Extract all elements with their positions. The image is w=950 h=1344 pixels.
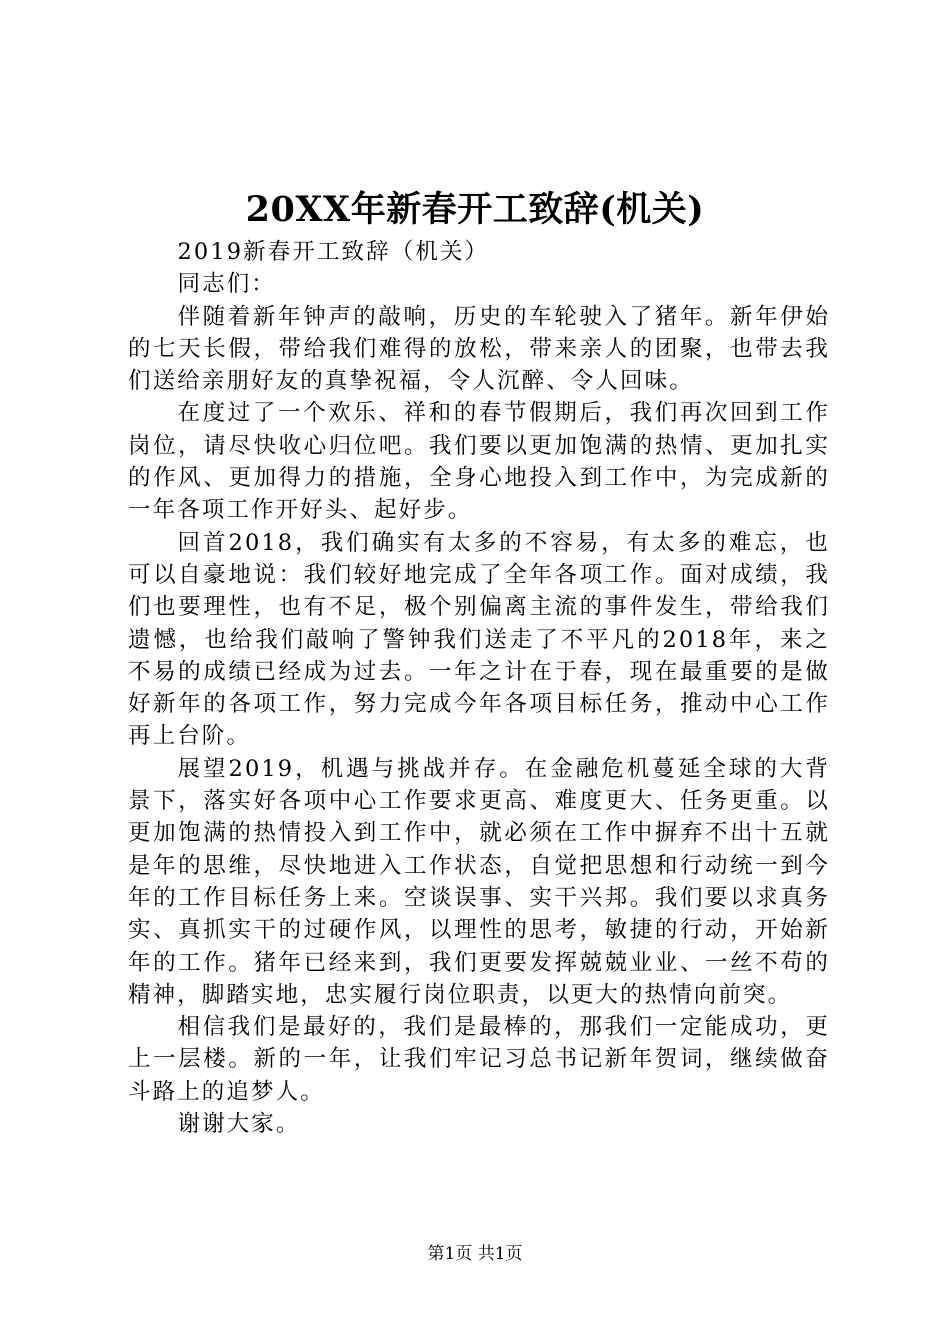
document-title: 20XX年新春开工致辞(机关) bbox=[245, 189, 705, 230]
paragraph-salutation: 同志们： bbox=[177, 271, 276, 298]
paragraph-outlook-2019: 展望2019，机遇与挑战并存。在金融危机蔓延全球的大背景下，落实好各项中心工作要求更高、难度更大、任务更重。以更加饱满的热情投入到工作中，就必须在工作中摒弃不出十五就是年的思维，尽快地进入工作状态，自觉把思想和行动统一到今年的工作目标任务上来。空谈误事、实干兴邦。我们要以求真务实、真抓实干的过硬作风，以理性的思考，敏捷的行动，开始新年的工作。猪年已经来到，我们更要发挥兢兢业业、一丝不苟的精神，脚踏实地，忠实履行岗位职责，以更大的热情向前突。 bbox=[128, 755, 830, 1008]
paragraph-new-year-opening: 伴随着新年钟声的敲响，历史的车轮驶入了猪年。新年伊始的七天长假，带给我们难得的放松，带来亲人的团聚，也带去我们送给亲朋好友的真挚祝福，令人沉醉、令人回味。 bbox=[128, 303, 830, 395]
paragraph-review-2018: 回首2018，我们确实有太多的不容易，有太多的难忘，也可以自豪地说：我们较好地完成了全年各项工作。面对成绩，我们也要理性，也有不足，极个别偏离主流的事件发生，带给我们遗憾，也给我们敲响了警钟我们送走了不平凡的2018年，来之不易的成绩已经成为过去。一年之计在于春，现在最重要的是做好新年的各项工作，努力完成今年各项目标任务，推动中心工作再上台阶。 bbox=[128, 529, 830, 750]
paragraph-return-to-work: 在度过了一个欢乐、祥和的春节假期后，我们再次回到工作岗位，请尽快收心归位吧。我们要以更加饱满的热情、更加扎实的作风、更加得力的措施，全身心地投入到工作中，为完成新的一年各项工作开好头、起好步。 bbox=[128, 400, 830, 524]
paragraph-thanks: 谢谢大家。 bbox=[177, 1111, 301, 1138]
page-footer: 第1页 共1页 bbox=[427, 1244, 523, 1264]
paragraph-confidence: 相信我们是最好的，我们是最棒的，那我们一定能成功，更上一层楼。新的一年，让我们牢记习总书记新年贺词，继续做奋斗路上的追梦人。 bbox=[128, 1014, 830, 1105]
paragraph-subtitle: 2019新春开工致辞（机关） bbox=[177, 239, 490, 265]
document-body bbox=[128, 236, 830, 1140]
